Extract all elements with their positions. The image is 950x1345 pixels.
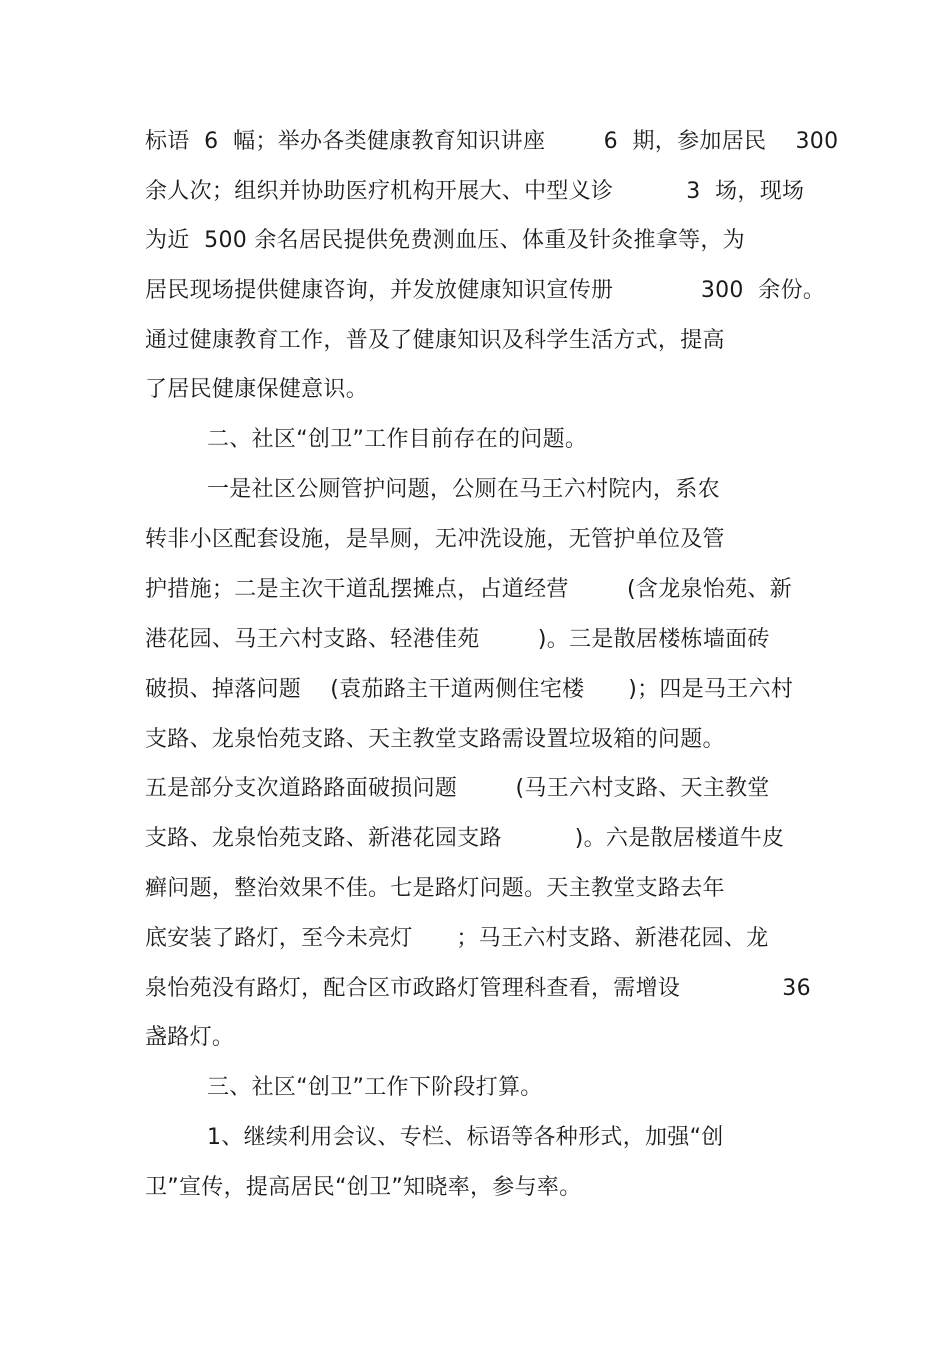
text-line: 支路、龙泉怡苑支路、天主教堂支路需设置垃圾箱的问题。 [145,727,725,752]
text-line: 底安装了路灯，至今未亮灯 ；马王六村支路、新港花园、龙 [145,926,769,951]
text-line: 通过健康教育工作，普及了健康知识及科学生活方式，提高 [145,328,725,353]
text-line: 了居民健康保健意识。 [145,377,369,402]
text-line: 港花园、马王六村支路、轻港佳苑 )。三是散居楼栋墙面砖 [145,627,770,652]
text-line: 卫”宣传，提高居民“创卫”知晓率，参与率。 [145,1175,582,1200]
text-line: 标语 6 幅；举办各类健康教育知识讲座 6 期，参加居民 300 [145,129,839,154]
text-line: 盏路灯。 [145,1025,235,1050]
text-line: 破损、掉落问题 (袁茄路主干道两侧住宅楼 )；四是马王六村 [145,677,794,702]
text-line: 居民现场提供健康咨询，并发放健康知识宣传册 300 余份。 [145,278,826,303]
text-line: 癣问题，整治效果不佳。七是路灯问题。天主教堂支路去年 [145,876,725,901]
text-line: 转非小区配套设施，是旱厕，无冲洗设施，无管护单位及管 [145,527,725,552]
text-line: 为近 500 余名居民提供免费测血压、体重及针灸推拿等，为 [145,228,745,253]
text-line: 支路、龙泉怡苑支路、新港花园支路 )。六是散居楼道牛皮 [145,826,785,851]
text-line: 泉怡苑没有路灯，配合区市政路灯管理科查看，需增设 36 [145,976,811,1001]
text-line: 五是部分支次道路路面破损问题 (马王六村支路、天主教堂 [145,776,770,801]
text-line: 一是社区公厕管护问题，公厕在马王六村院内，系农 [207,477,720,502]
text-line: 1、继续利用会议、专栏、标语等各种形式，加强“创 [207,1125,724,1150]
section-heading: 三、社区“创卫”工作下阶段打算。 [207,1075,543,1100]
text-line: 护措施；二是主次干道乱摆摊点，占道经营 (含龙泉怡苑、新 [145,577,793,602]
section-heading: 二、社区“创卫”工作目前存在的问题。 [207,427,588,452]
text-line: 余人次；组织并协助医疗机构开展大、中型义诊 3 场，现场 [145,179,805,204]
